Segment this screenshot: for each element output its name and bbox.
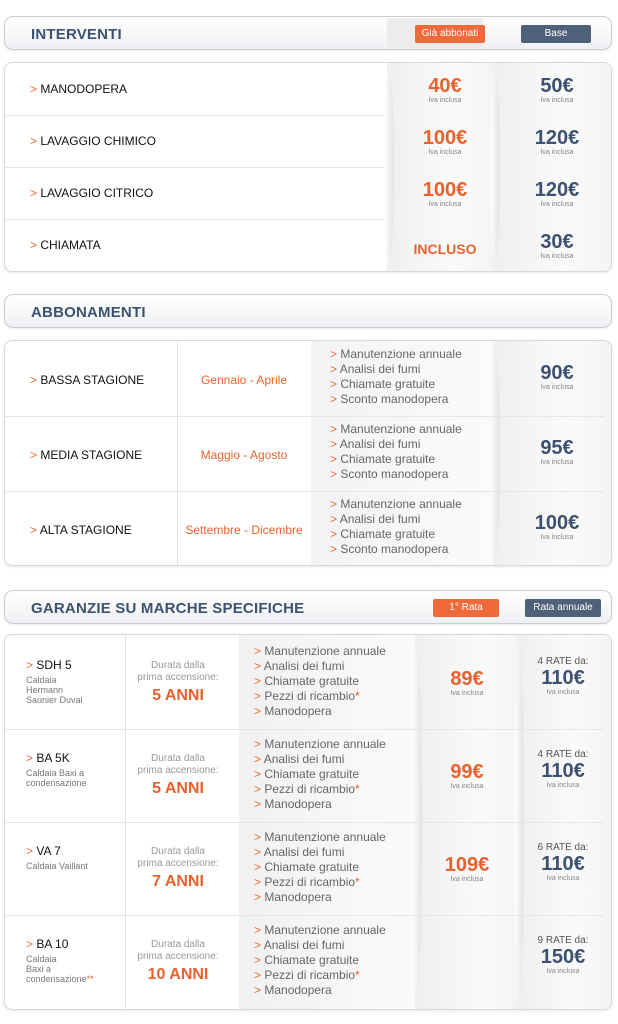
warranty-features — [254, 644, 386, 719]
feature-item — [254, 983, 386, 998]
row-divider — [4, 416, 604, 417]
arrow-icon: > — [330, 422, 341, 436]
arrow-icon: > — [254, 704, 265, 718]
tag-base: Base — [521, 25, 591, 43]
price-abbonati-value: 100€ — [422, 127, 468, 149]
row-label-text: LAVAGGIO CITRICO — [40, 186, 154, 200]
rata-annuale-value: 150€ — [540, 946, 586, 968]
feature-text: Analisi dei fumi — [263, 845, 345, 859]
arrow-icon: > — [30, 448, 41, 462]
arrow-icon: > — [330, 437, 340, 451]
warranty-duration — [128, 846, 228, 891]
iva-inclusa-note: Iva inclusa — [540, 149, 574, 156]
row-divider — [4, 915, 604, 916]
iva-inclusa-note: Iva inclusa — [540, 201, 574, 208]
feature-item — [330, 362, 462, 377]
feature-text: Sconto manodopera — [340, 392, 449, 406]
arrow-icon: > — [254, 659, 264, 673]
feature-text: Pezzi di ricambio — [264, 689, 356, 703]
rata-annuale-value: 110€ — [541, 667, 585, 689]
iva-inclusa-note: Iva inclusa — [546, 782, 580, 789]
arrow-icon: > — [30, 134, 41, 148]
abbonamento-features — [330, 497, 462, 557]
feature-item — [330, 347, 462, 362]
price-abbonati-value: INCLUSO — [413, 241, 477, 257]
price-abbonati-value: 100€ — [422, 179, 468, 201]
iva-inclusa-note: Iva inclusa — [428, 201, 462, 208]
arrow-icon: > — [30, 238, 41, 252]
arrow-icon: > — [254, 938, 264, 952]
feature-text: Manutenzione annuale — [340, 497, 462, 511]
row-divider — [4, 822, 604, 823]
arrow-icon: > — [330, 497, 341, 511]
price-abbonati — [400, 75, 490, 105]
price-base — [512, 231, 602, 261]
model-name — [26, 937, 94, 951]
feature-text: Analisi dei fumi — [263, 752, 345, 766]
feature-item — [254, 875, 386, 890]
season-period: Settembre - Dicembre — [185, 523, 303, 537]
rata-annuale-value: 110€ — [541, 853, 585, 875]
arrow-icon: > — [254, 797, 265, 811]
feature-item — [254, 845, 386, 860]
feature-text: Pezzi di ricambio — [264, 782, 356, 796]
iva-inclusa-note: Iva inclusa — [428, 149, 462, 156]
arrow-icon: > — [330, 362, 340, 376]
arrow-icon: > — [330, 377, 341, 391]
iva-inclusa-note: Iva inclusa — [546, 689, 580, 696]
feature-text: Manutenzione annuale — [340, 347, 462, 361]
feature-text: Manutenzione annuale — [264, 923, 386, 937]
arrow-icon: > — [254, 923, 265, 937]
model-name — [26, 844, 88, 858]
interventi-header — [4, 16, 612, 50]
price-base — [512, 127, 602, 157]
duration-label: Durata dalla — [151, 939, 205, 950]
rate-count-label: 9 RATE da: — [537, 935, 589, 946]
arrow-icon: > — [254, 689, 265, 703]
price-base-value: 120€ — [534, 127, 580, 149]
price-abbonamento-value: 90€ — [540, 362, 574, 384]
feature-item — [330, 437, 462, 452]
iva-inclusa-note: Iva inclusa — [450, 876, 484, 883]
feature-text: Pezzi di ricambio — [264, 968, 356, 982]
arrow-icon: > — [254, 968, 265, 982]
iva-inclusa-note: Iva inclusa — [450, 690, 484, 697]
arrow-icon: > — [254, 845, 264, 859]
abbonamenti-title: ABBONAMENTI — [31, 304, 146, 321]
feature-item — [330, 467, 462, 482]
price-base-value: 30€ — [540, 231, 574, 253]
feature-item — [254, 659, 386, 674]
iva-inclusa-note: Iva inclusa — [428, 97, 462, 104]
interventi-title: INTERVENTI — [31, 26, 122, 43]
feature-item — [330, 497, 462, 512]
feature-text: Sconto manodopera — [340, 542, 449, 556]
tag-prima-rata: 1° Rata — [433, 599, 499, 617]
feature-text: Analisi dei fumi — [339, 437, 421, 451]
feature-text: Sconto manodopera — [340, 467, 449, 481]
feature-item — [330, 512, 462, 527]
feature-item — [254, 674, 386, 689]
price-base-value: 50€ — [540, 75, 574, 97]
abbonamento-row-label — [30, 373, 144, 387]
price-abbonamento — [512, 512, 602, 542]
feature-text: Manodopera — [264, 890, 332, 904]
iva-inclusa-note: Iva inclusa — [540, 459, 574, 466]
row-divider — [4, 729, 604, 730]
iva-inclusa-note: Iva inclusa — [546, 968, 580, 975]
asterisk-mark: * — [355, 968, 360, 982]
arrow-icon: > — [254, 644, 265, 658]
feature-text: Manutenzione annuale — [264, 737, 386, 751]
row-label-text: ALTA STAGIONE — [39, 523, 132, 537]
arrow-icon: > — [26, 751, 37, 765]
duration-years: 10 ANNI — [147, 966, 209, 983]
row-divider — [4, 219, 384, 220]
price-abbonamento — [512, 437, 602, 467]
arrow-icon: > — [330, 392, 341, 406]
duration-years: 7 ANNI — [152, 873, 204, 890]
rata-annuale — [528, 842, 598, 882]
feature-item — [254, 797, 386, 812]
duration-label: prima accensione: — [137, 951, 219, 962]
asterisk-mark: * — [355, 689, 360, 703]
feature-item — [254, 767, 386, 782]
price-base-value: 120€ — [534, 179, 580, 201]
arrow-icon: > — [254, 953, 265, 967]
interventi-row-label — [30, 238, 101, 252]
price-abbonamento — [512, 362, 602, 392]
price-prima-rata-value: 99€ — [450, 761, 484, 783]
arrow-icon: > — [254, 860, 265, 874]
feature-text: Manutenzione annuale — [264, 830, 386, 844]
arrow-icon: > — [254, 890, 265, 904]
duration-years: 5 ANNI — [152, 780, 204, 797]
description-line: condensazione — [26, 778, 87, 788]
feature-item — [254, 737, 386, 752]
price-base — [512, 75, 602, 105]
feature-item — [254, 782, 386, 797]
abbonamento-features — [330, 422, 462, 482]
model-name-text: VA 7 — [36, 844, 61, 858]
rata-annuale-value: 110€ — [541, 760, 585, 782]
price-abbonati-value: 40€ — [428, 75, 462, 97]
warranty-duration — [128, 660, 228, 705]
feature-text: Analisi dei fumi — [339, 362, 421, 376]
iva-inclusa-note: Iva inclusa — [450, 783, 484, 790]
model-description — [26, 675, 83, 705]
abbonamento-row-label — [30, 448, 142, 462]
duration-label: Durata dalla — [151, 660, 205, 671]
iva-inclusa-note: Iva inclusa — [540, 384, 574, 391]
arrow-icon: > — [26, 658, 37, 672]
interventi-row-label — [30, 186, 153, 200]
tag-rata-annuale: Rata annuale — [525, 599, 601, 617]
iva-inclusa-note: Iva inclusa — [540, 253, 574, 260]
row-label-text: BASSA STAGIONE — [40, 373, 145, 387]
row-label-text: MEDIA STAGIONE — [40, 448, 143, 462]
feature-item — [254, 830, 386, 845]
feature-text: Manodopera — [264, 797, 332, 811]
feature-item — [254, 890, 386, 905]
feature-item — [254, 923, 386, 938]
arrow-icon: > — [254, 830, 265, 844]
feature-text: Chiamate gratuite — [264, 767, 360, 781]
model-description — [26, 768, 87, 788]
warranty-features — [254, 830, 386, 905]
feature-text: Manutenzione annuale — [264, 644, 386, 658]
tag-gia-abbonati: Già abbonati — [415, 25, 485, 43]
price-base — [512, 179, 602, 209]
feature-text: Analisi dei fumi — [339, 512, 421, 526]
arrow-icon: > — [30, 82, 41, 96]
description-line: Hermann — [26, 685, 64, 695]
feature-item — [330, 377, 462, 392]
duration-years: 5 ANNI — [152, 687, 204, 704]
iva-inclusa-note: Iva inclusa — [540, 97, 574, 104]
row-divider — [4, 491, 604, 492]
rate-count-label: 4 RATE da: — [537, 749, 589, 760]
description-line: Caldaia Baxi a — [26, 768, 85, 778]
row-divider — [4, 167, 384, 168]
duration-label: Durata dalla — [151, 846, 205, 857]
arrow-icon: > — [254, 875, 265, 889]
arrow-icon: > — [330, 467, 341, 481]
abbonamento-features — [330, 347, 462, 407]
feature-text: Chiamate gratuite — [340, 527, 436, 541]
price-prima-rata — [422, 761, 512, 791]
boiler-model — [26, 937, 94, 984]
model-description — [26, 861, 88, 871]
arrow-icon: > — [330, 512, 340, 526]
rata-annuale — [528, 656, 598, 696]
feature-item — [330, 542, 462, 557]
arrow-icon: > — [26, 844, 37, 858]
rate-count-label: 4 RATE da: — [537, 656, 589, 667]
iva-inclusa-note: Iva inclusa — [540, 534, 574, 541]
rata-annuale — [528, 935, 598, 975]
description-line: condensazione** — [26, 974, 94, 984]
boiler-model — [26, 658, 83, 705]
feature-item — [254, 704, 386, 719]
price-prima-rata-value: 89€ — [450, 668, 484, 690]
feature-text: Chiamate gratuite — [340, 377, 436, 391]
duration-label: prima accensione: — [137, 672, 219, 683]
price-abbonamento-value: 95€ — [540, 437, 574, 459]
price-abbonati — [400, 179, 490, 209]
warranty-features — [254, 737, 386, 812]
feature-text: Analisi dei fumi — [263, 659, 345, 673]
model-name — [26, 658, 83, 672]
garanzie-title: GARANZIE SU MARCHE SPECIFICHE — [31, 600, 305, 617]
arrow-icon: > — [254, 674, 265, 688]
feature-item — [254, 644, 386, 659]
warranty-duration — [128, 753, 228, 798]
price-prima-rata — [422, 854, 512, 884]
feature-text: Chiamate gratuite — [264, 674, 360, 688]
price-abbonati — [400, 127, 490, 157]
feature-text: Chiamate gratuite — [264, 860, 360, 874]
boiler-model — [26, 751, 87, 788]
feature-item — [254, 953, 386, 968]
arrow-icon: > — [254, 983, 265, 997]
price-prima-rata-value: 109€ — [444, 854, 490, 876]
row-divider — [4, 115, 384, 116]
asterisk-mark: * — [355, 782, 360, 796]
arrow-icon: > — [330, 347, 341, 361]
row-label-text: MANODOPERA — [40, 82, 128, 96]
feature-text: Manodopera — [264, 704, 332, 718]
season-period: Maggio - Agosto — [200, 448, 288, 462]
feature-item — [254, 938, 386, 953]
duration-label: prima accensione: — [137, 765, 219, 776]
model-name-text: BA 10 — [36, 937, 69, 951]
feature-item — [254, 860, 386, 875]
arrow-icon: > — [330, 452, 341, 466]
interventi-row-label — [30, 82, 127, 96]
arrow-icon: > — [30, 186, 41, 200]
description-line: Saunier Duval — [26, 695, 83, 705]
warranty-features — [254, 923, 386, 998]
price-abbonamento-value: 100€ — [534, 512, 580, 534]
asterisk-mark: * — [355, 875, 360, 889]
season-period: Gennaio - Aprile — [200, 373, 288, 387]
description-line: Caldaia Vaillant — [26, 861, 88, 871]
feature-text: Chiamate gratuite — [340, 452, 436, 466]
feature-item — [254, 752, 386, 767]
rata-annuale — [528, 749, 598, 789]
feature-item — [254, 689, 386, 704]
feature-text: Manodopera — [264, 983, 332, 997]
description-line: Baxi a — [26, 964, 52, 974]
boiler-model — [26, 844, 88, 871]
model-name-text: SDH 5 — [36, 658, 72, 672]
feature-text: Manutenzione annuale — [340, 422, 462, 436]
feature-item — [330, 422, 462, 437]
garanzie-header — [4, 590, 612, 624]
row-label-text: LAVAGGIO CHIMICO — [40, 134, 156, 148]
feature-text: Chiamate gratuite — [264, 953, 360, 967]
feature-text: Pezzi di ricambio — [264, 875, 356, 889]
feature-item — [330, 392, 462, 407]
arrow-icon: > — [330, 542, 341, 556]
price-abbonati — [400, 238, 490, 260]
asterisk-mark: ** — [86, 974, 94, 984]
model-name-text: BA 5K — [36, 751, 70, 765]
rate-count-label: 6 RATE da: — [537, 842, 589, 853]
feature-item — [254, 968, 386, 983]
arrow-icon: > — [254, 767, 265, 781]
arrow-icon: > — [26, 937, 37, 951]
description-line: Caldaia — [26, 675, 57, 685]
warranty-duration — [128, 939, 228, 984]
arrow-icon: > — [30, 523, 40, 537]
arrow-icon: > — [254, 782, 265, 796]
duration-label: prima accensione: — [137, 858, 219, 869]
feature-item — [330, 452, 462, 467]
feature-text: Analisi dei fumi — [263, 938, 345, 952]
arrow-icon: > — [254, 737, 265, 751]
price-prima-rata — [422, 668, 512, 698]
duration-label: Durata dalla — [151, 753, 205, 764]
interventi-row-label — [30, 134, 156, 148]
abbonamento-row-label — [30, 523, 132, 537]
abbonamenti-header — [4, 294, 612, 328]
row-label-text: CHIAMATA — [40, 238, 101, 252]
feature-item — [330, 527, 462, 542]
arrow-icon: > — [30, 373, 41, 387]
iva-inclusa-note: Iva inclusa — [546, 875, 580, 882]
model-name — [26, 751, 87, 765]
arrow-icon: > — [330, 527, 341, 541]
model-description — [26, 954, 94, 984]
description-line: Caldaia — [26, 954, 57, 964]
arrow-icon: > — [254, 752, 264, 766]
